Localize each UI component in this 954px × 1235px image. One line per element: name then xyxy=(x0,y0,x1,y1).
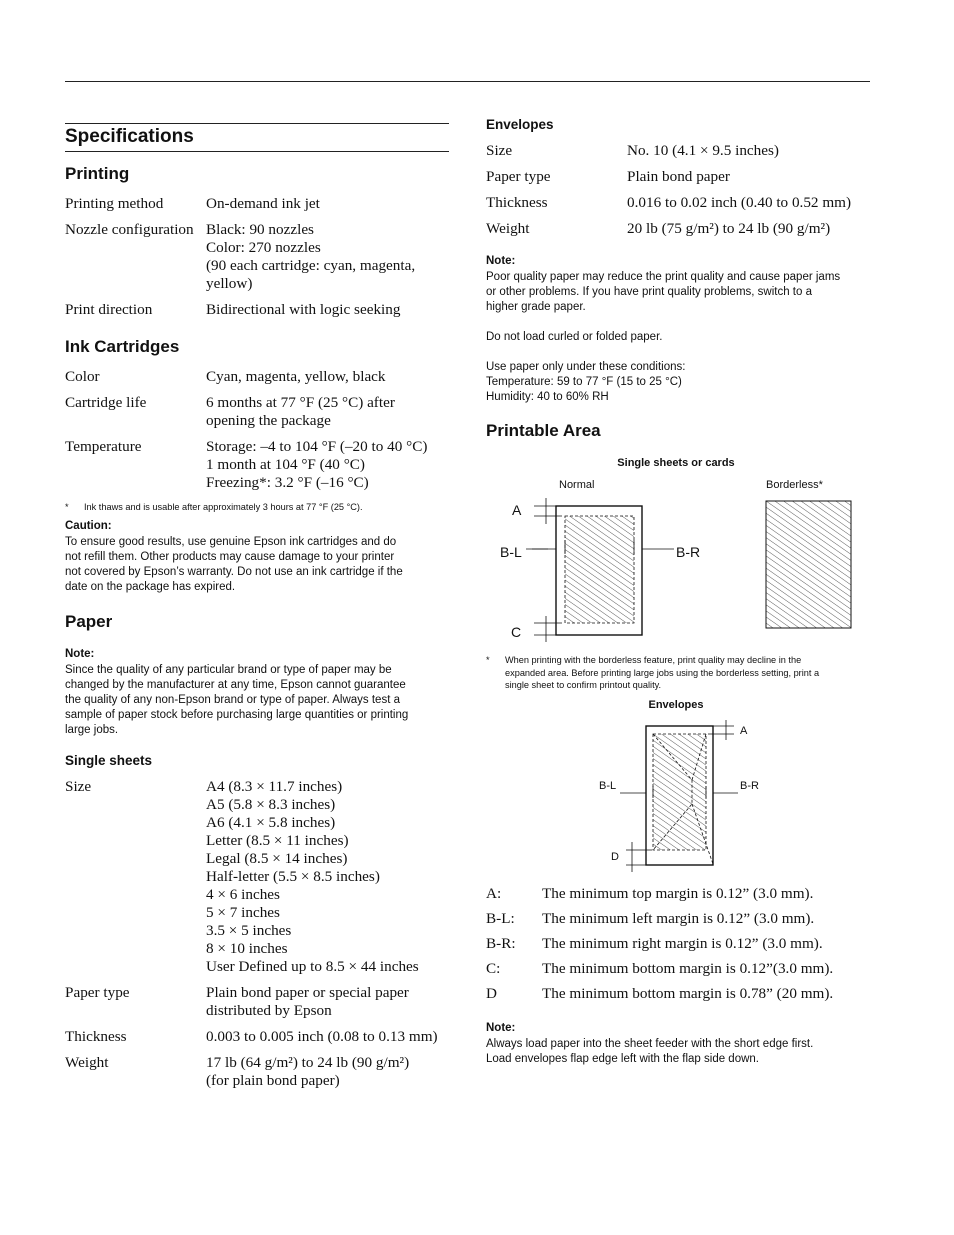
spec-value: Black: 90 nozzles Color: 270 nozzles (90 each cartridge: cyan, magenta, yellow) xyxy=(206,221,416,292)
spec-label: Weight xyxy=(65,1054,109,1071)
spec-row xyxy=(65,394,455,430)
envelopes-note: Poor quality paper may reduce the print quality and cause paper jams or other problems. If you have print quality problems, switch to a higher grade paper. Do not load curled or folded paper. Use paper only under these conditions: Temperature: 59 to 77 °F (15 to 25 °C) Humidity: 40 to 60% RH xyxy=(486,271,841,403)
spec-value: 20 lb (75 g/m²) to 24 lb (90 g/m²) xyxy=(627,220,831,237)
spec-label: Print direction xyxy=(65,301,153,318)
spec-value: Bidirectional with logic seeking xyxy=(206,301,401,318)
margin-item xyxy=(486,985,886,1003)
normal-label: Normal xyxy=(559,479,595,491)
ink-footnote-mark: * xyxy=(65,502,69,512)
spec-label: Weight xyxy=(486,220,530,237)
sheets-caption: Single sheets or cards xyxy=(617,457,735,469)
printable-footnote-mark: * xyxy=(486,655,490,665)
page-title: Specifications xyxy=(65,126,194,147)
spec-value: No. 10 (4.1 × 9.5 inches) xyxy=(627,142,779,159)
spec-label: Temperature xyxy=(65,438,142,455)
margin-text: The minimum bottom margin is 0.12”(3.0 mm). xyxy=(542,960,834,977)
spec-row xyxy=(65,195,455,213)
spec-label: Thickness xyxy=(65,1028,127,1045)
spec-row xyxy=(486,220,876,238)
margin-key: B-L: xyxy=(486,910,515,927)
section-rule-bottom xyxy=(65,151,449,152)
margin-text: The minimum right margin is 0.12” (3.0 mm). xyxy=(542,935,823,952)
spec-value: A4 (8.3 × 11.7 inches) A5 (5.8 × 8.3 inches) A6 (4.1 × 5.8 inches) Letter (8.5 × 11 inches) Legal (8.5 × 14 inches) Half-letter (5.5 × 8.5 inches) 4 × 6 inches 5 × 7 inches 3.5 × 5 inches 8 × 10 inches User Defined up to 8.5 × 44 inches xyxy=(206,778,419,975)
paper-note: Since the quality of any particular brand or type of paper may be changed by the manufacturer at any time, Epson cannot guarantee the quality of any non-Epson brand or type of paper. Always test a sample of paper stock before purchasing large quantities or printing large jobs. xyxy=(65,664,409,736)
env-label-d: D xyxy=(611,851,619,863)
ink-table xyxy=(65,368,455,492)
margin-key: B-R: xyxy=(486,935,516,952)
spec-label: Paper type xyxy=(65,984,130,1001)
caution-title: Caution: xyxy=(65,520,112,532)
spec-row xyxy=(486,142,876,160)
normal-print-area xyxy=(565,516,634,623)
ink-footnote: Ink thaws and is usable after approximately 3 hours at 77 °F (25 °C). xyxy=(84,502,363,512)
spec-label: Thickness xyxy=(486,194,548,211)
spec-value: 6 months at 77 °F (25 °C) after opening the package xyxy=(206,394,395,429)
caution-text: To ensure good results, use genuine Epson ink cartridges and do not refill them. Other products may cause damage to your printer not covered by Epson’s warranty. Do not use an ink cartridge if the date on the package has expired. xyxy=(65,536,403,593)
spec-row xyxy=(65,368,455,386)
spec-row xyxy=(486,194,876,212)
envelopes-caption: Envelopes xyxy=(648,699,704,711)
single-sheets-table xyxy=(65,778,460,1090)
envelopes-note-title: Note: xyxy=(486,255,516,267)
printable-note: Always load paper into the sheet feeder with the short edge first. Load envelopes flap edge left with the flap side down. xyxy=(486,1038,814,1065)
spec-label: Size xyxy=(486,142,513,159)
spec-value: On-demand ink jet xyxy=(206,195,320,212)
spec-value: 17 lb (64 g/m²) to 24 lb (90 g/m²) (for plain bond paper) xyxy=(206,1054,410,1089)
spec-row xyxy=(65,984,460,1020)
label-a: A xyxy=(512,502,522,518)
spec-value: Storage: –4 to 104 °F (–20 to 40 °C) 1 month at 104 °F (40 °C) Freezing*: 3.2 °F (–16 °C) xyxy=(206,438,428,491)
spec-row xyxy=(65,1054,460,1090)
spec-row xyxy=(65,1028,460,1046)
paper-heading: Paper xyxy=(65,612,113,631)
borderless-label: Borderless* xyxy=(766,479,823,491)
spec-value: Cyan, magenta, yellow, black xyxy=(206,368,386,385)
env-label-br: B-R xyxy=(740,780,759,792)
margin-text: The minimum left margin is 0.12” (3.0 mm). xyxy=(542,910,815,927)
sheet-diagram xyxy=(486,470,876,650)
margin-list xyxy=(486,885,886,1003)
spec-value: Plain bond paper or special paper distributed by Epson xyxy=(206,984,409,1019)
borderless-sheet xyxy=(766,501,851,628)
spec-label: Paper type xyxy=(486,168,551,185)
margin-text: The minimum bottom margin is 0.78” (20 mm). xyxy=(542,985,834,1002)
spec-row xyxy=(65,301,455,319)
env-label-bl: B-L xyxy=(599,780,617,792)
margin-key: D xyxy=(486,985,497,1002)
margin-item xyxy=(486,885,886,903)
ink-heading: Ink Cartridges xyxy=(65,337,180,356)
env-label-a: A xyxy=(740,725,748,737)
label-bl: B-L xyxy=(500,544,522,560)
envelopes-table xyxy=(486,142,876,238)
printable-area-heading: Printable Area xyxy=(486,421,601,440)
spec-label: Size xyxy=(65,778,92,795)
spec-label: Color xyxy=(65,368,100,385)
margin-key: A: xyxy=(486,885,502,902)
envelope-print-area xyxy=(653,734,706,850)
spec-label: Cartridge life xyxy=(65,394,147,411)
spec-value: 0.003 to 0.005 inch (0.08 to 0.13 mm) xyxy=(206,1028,438,1045)
envelopes-heading: Envelopes xyxy=(486,117,554,132)
spec-value: Plain bond paper xyxy=(627,168,730,185)
margin-text: The minimum top margin is 0.12” (3.0 mm). xyxy=(542,885,814,902)
printing-heading: Printing xyxy=(65,164,130,183)
spec-row xyxy=(65,438,455,492)
printable-footnote: When printing with the borderless feature, print quality may decline in the expanded area. Before printing large jobs using the borderless setting, print a single sheet to confirm printout quality. xyxy=(505,655,820,690)
printing-table xyxy=(65,195,455,319)
spec-value: 0.016 to 0.02 inch (0.40 to 0.52 mm) xyxy=(627,194,852,211)
section-rule-top xyxy=(65,123,449,124)
paper-note-title: Note: xyxy=(65,648,95,660)
spec-label: Nozzle configuration xyxy=(65,221,194,238)
top-rule xyxy=(65,81,870,82)
label-c: C xyxy=(511,624,522,640)
label-br: B-R xyxy=(676,544,701,560)
margin-item xyxy=(486,935,886,953)
spec-label: Printing method xyxy=(65,195,164,212)
printable-note-title: Note: xyxy=(486,1022,516,1034)
margin-key: C: xyxy=(486,960,501,977)
margin-item xyxy=(486,960,886,978)
spec-row xyxy=(65,778,460,976)
spec-row xyxy=(486,168,876,186)
margin-item xyxy=(486,910,886,928)
single-sheets-heading: Single sheets xyxy=(65,753,153,768)
envelope-diagram xyxy=(586,718,786,873)
spec-row xyxy=(65,221,455,293)
